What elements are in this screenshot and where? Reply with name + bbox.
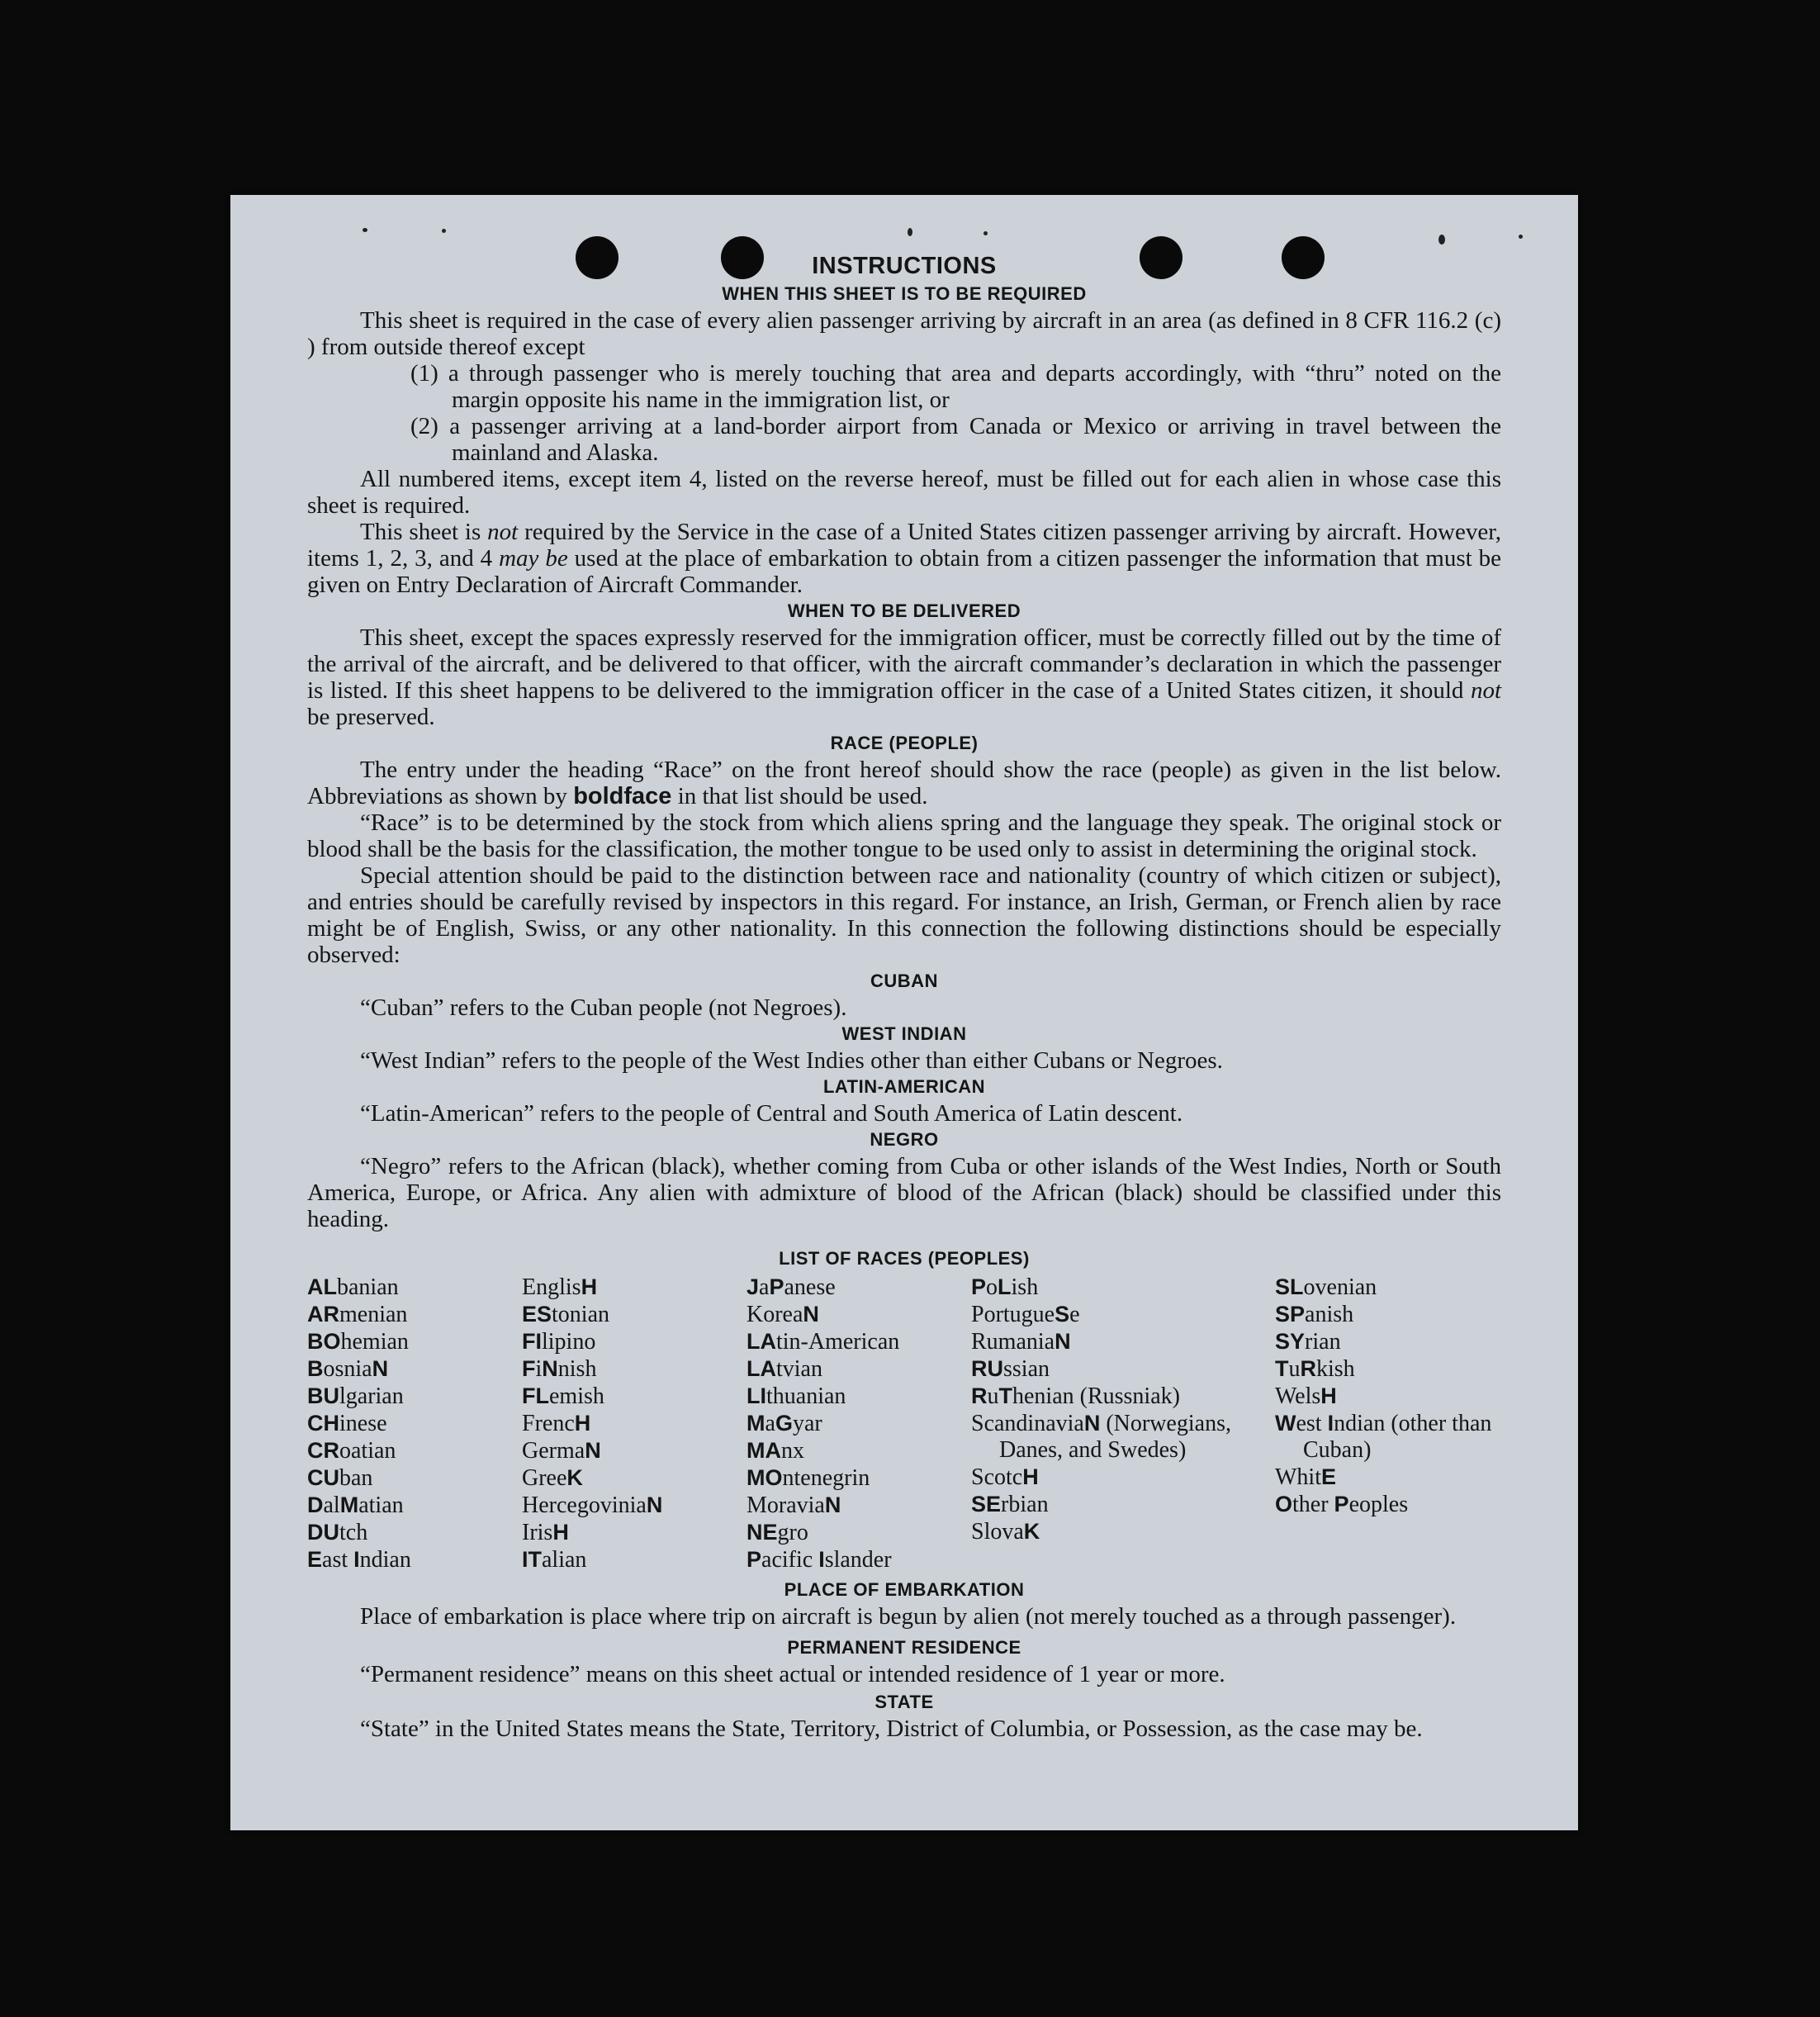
- race-entry: East Indian: [307, 1547, 411, 1573]
- race-entry: GreeK: [522, 1465, 583, 1491]
- race-entry: MoraviaN: [746, 1493, 841, 1518]
- race-entry: RumaniaN: [971, 1329, 1071, 1355]
- race-entry: BUlgarian: [307, 1383, 404, 1409]
- race-entry: LAtvian: [746, 1356, 822, 1382]
- race-entry: MOntenegrin: [746, 1465, 870, 1491]
- paragraph: Place of embarkation is place where trip on aircraft is begun by alien (not merely touched as a through passenger).: [360, 1603, 1457, 1630]
- race-entry: BosniaN: [307, 1356, 389, 1382]
- paragraph: “State” in the United States means the State, Territory, District of Columbia, or Possession, as the case may be.: [360, 1716, 1423, 1742]
- race-entry: ScandinaviaN (Norwegians, Danes, and Swedes): [971, 1411, 1231, 1463]
- race-entry: DUtch: [307, 1520, 368, 1545]
- race-entry: FLemish: [522, 1383, 604, 1409]
- race-entry: IrisH: [522, 1520, 569, 1545]
- races-list: [307, 1274, 1501, 1573]
- paragraph: “Permanent residence” means on this sheet actual or intended residence of 1 year or more.: [360, 1661, 1225, 1687]
- definition-text: “Negro” refers to the African (black), whether coming from Cuba or other islands of the West Indies, North or South America, Europe, or Africa. Any alien with admixture of blood of the African (black) should be classified under this heading.: [307, 1153, 1501, 1232]
- race-entry: Pacific Islander: [746, 1547, 892, 1573]
- race-entry: MaGyar: [746, 1411, 822, 1436]
- paragraph: Special attention should be paid to the distinction between race and nationality (country of which citizen or subject), and entries should be carefully revised by inspectors in this regard. For instance, an Irish, German, or French alien by race might be of English, Swiss, or any other nationality. In this connection the following distinctions should be especially observed:: [307, 862, 1501, 968]
- race-entry: KoreaN: [746, 1302, 819, 1327]
- definition-text: “West Indian” refers to the people of the West Indies other than either Cubans or Negroes.: [360, 1047, 1223, 1074]
- race-entry: WhitE: [1275, 1464, 1337, 1490]
- definition-text: “Latin-American” refers to the people of Central and South America of Latin descent.: [360, 1100, 1183, 1127]
- race-entry: SYrian: [1275, 1329, 1341, 1355]
- race-entry: DalMatian: [307, 1493, 404, 1518]
- section-heading-cuban: CUBAN: [870, 971, 938, 991]
- race-entry: SErbian: [971, 1492, 1049, 1517]
- race-entry: LIthuanian: [746, 1383, 846, 1409]
- section-heading-state: STATE: [874, 1692, 934, 1712]
- race-entry: ALbanian: [307, 1274, 399, 1300]
- races-column: [971, 1274, 1275, 1573]
- race-entry: Other Peoples: [1275, 1492, 1409, 1517]
- race-entry: RUssian: [971, 1356, 1050, 1382]
- section-heading-race: RACE (PEOPLE): [830, 733, 979, 753]
- race-entry: NEgro: [746, 1520, 808, 1545]
- section-heading-delivered: WHEN TO BE DELIVERED: [787, 600, 1021, 621]
- race-entry: FIlipino: [522, 1329, 596, 1355]
- race-entry: SlovaK: [971, 1519, 1040, 1545]
- section-heading-embarkation: PLACE OF EMBARKATION: [784, 1579, 1025, 1600]
- race-entry: JaPanese: [746, 1274, 836, 1300]
- list-item: (2) a passenger arriving at a land-border airport from Canada or Mexico or arriving in travel between the mainland and Alaska.: [410, 413, 1501, 466]
- race-entry: WelsH: [1275, 1383, 1337, 1409]
- race-entry: EStonian: [522, 1302, 610, 1327]
- instructions-content: [307, 246, 1501, 1742]
- race-entry: SLovenian: [1275, 1274, 1377, 1300]
- section-heading-west-indian: WEST INDIAN: [841, 1023, 967, 1044]
- race-entry: PoLish: [971, 1274, 1039, 1300]
- race-entry: GermaN: [522, 1438, 601, 1464]
- race-entry: CRoatian: [307, 1438, 396, 1464]
- races-column: [1275, 1274, 1501, 1573]
- paragraph: This sheet is not required by the Service in the case of a United States citizen passenger arriving by aircraft. However, items 1, 2, 3, and 4 may be used at the place of embarkation to obtain from a citizen passenger the information that must be given on Entry Declaration of Aircraft Commander.: [307, 519, 1502, 598]
- races-column: [746, 1274, 971, 1573]
- list-item: (1) a through passenger who is merely touching that area and departs accordingly, with “thru” noted on the margin opposite his name in the immigration list, or: [410, 360, 1501, 413]
- race-entry: LAtin-American: [746, 1329, 900, 1355]
- paragraph: “Race” is to be determined by the stock from which aliens spring and the language they speak. The original stock or blood shall be the basis for the classification, the mother tongue to be used only to assist in determining the original stock.: [307, 809, 1501, 862]
- race-entry: FrencH: [522, 1411, 591, 1436]
- race-entry: FiNnish: [522, 1356, 597, 1382]
- race-entry: CHinese: [307, 1411, 387, 1436]
- definition-text: “Cuban” refers to the Cuban people (not Negroes).: [360, 994, 847, 1021]
- race-entry: SPanish: [1275, 1302, 1354, 1327]
- page-title: INSTRUCTIONS: [812, 253, 997, 279]
- section-heading-residence: PERMANENT RESIDENCE: [787, 1637, 1021, 1658]
- paragraph: The entry under the heading “Race” on the front hereof should show the race (people) as given in the list below. Abbreviations as shown by boldface in that list should be used.: [307, 757, 1501, 809]
- race-entry: EnglisH: [522, 1274, 598, 1300]
- section-heading-list-of-races: LIST OF RACES (PEOPLES): [779, 1248, 1030, 1269]
- race-entry: ARmenian: [307, 1302, 408, 1327]
- race-entry: MAnx: [746, 1438, 804, 1464]
- race-entry: BOhemian: [307, 1329, 409, 1355]
- section-heading-negro: NEGRO: [870, 1129, 939, 1150]
- race-entry: ITalian: [522, 1547, 587, 1573]
- race-entry: HercegoviniaN: [522, 1493, 663, 1518]
- races-column: [307, 1274, 522, 1573]
- paragraph: All numbered items, except item 4, listed on the reverse hereof, must be filled out for each alien in whose case this sheet is required.: [307, 466, 1501, 519]
- race-entry: RuThenian (Russniak): [971, 1383, 1180, 1409]
- race-entry: TuRkish: [1275, 1356, 1355, 1382]
- section-heading-latin-american: LATIN-AMERICAN: [822, 1076, 985, 1097]
- paragraph: This sheet is required in the case of every alien passenger arriving by aircraft in an area (as defined in 8 CFR 116.2 (c) ) from outside thereof except: [307, 307, 1501, 360]
- race-entry: CUban: [307, 1465, 373, 1491]
- races-column: [522, 1274, 746, 1573]
- race-entry: West Indian (other than Cuban): [1275, 1411, 1492, 1463]
- section-heading-required: WHEN THIS SHEET IS TO BE REQUIRED: [722, 283, 1087, 304]
- race-entry: ScotcH: [971, 1464, 1039, 1490]
- race-entry: PortugueSe: [971, 1302, 1080, 1327]
- document-sheet: [230, 195, 1578, 1830]
- paragraph: This sheet, except the spaces expressly reserved for the immigration officer, must be correctly filled out by the time of the arrival of the aircraft, and be delivered to that officer, with the aircraft commander’s declaration in which the passenger is listed. If this sheet happens to be delivered to the immigration officer in the case of a United States citizen, it should not be preserved.: [307, 624, 1501, 730]
